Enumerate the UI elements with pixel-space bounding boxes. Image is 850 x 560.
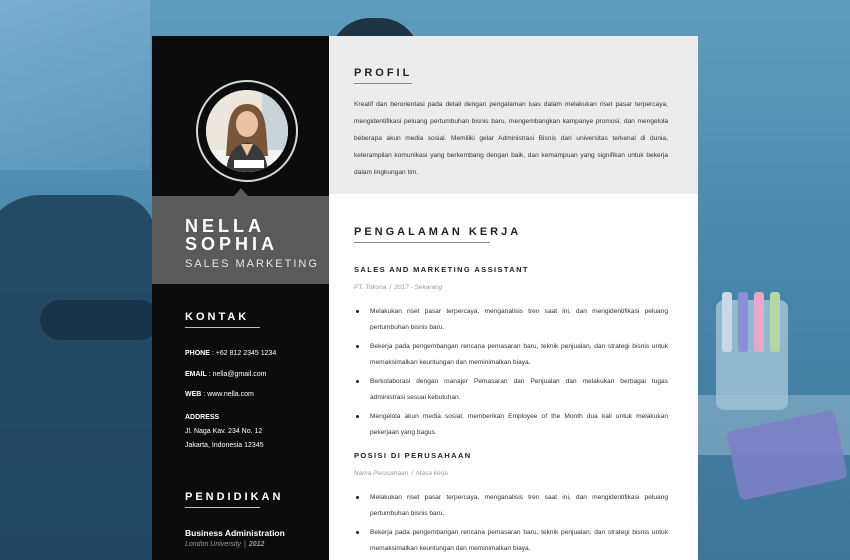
job-period: 2017 - Sekarang <box>394 284 443 291</box>
resume-document <box>152 36 698 560</box>
list-item: Bekerja pada pengembangan rencana pemasaran baru, teknik penjualan, dan strategi bisnis untuk memaksimalkan keuntungan dan meminimalkan biaya. <box>354 339 668 371</box>
education-heading-rule <box>185 507 260 508</box>
job-bullet-list <box>354 490 668 560</box>
resume-sidebar <box>152 36 329 560</box>
name-box-pointer <box>234 188 248 196</box>
email-value: nella@gmail.com <box>212 371 267 378</box>
name-box <box>152 196 329 284</box>
phone-value: +62 812 2345 1234 <box>215 350 277 357</box>
background-pencil <box>770 292 780 352</box>
experience-heading: PENGALAMAN KERJA <box>354 226 522 238</box>
experience-heading-rule <box>354 242 490 243</box>
background-chair-arm <box>40 300 160 340</box>
contact-heading-rule <box>185 327 260 328</box>
contact-web: WEB : www.nella.com <box>185 391 254 398</box>
web-label: WEB <box>185 391 202 398</box>
background-pencil <box>722 292 732 352</box>
profile-photo <box>206 90 288 172</box>
profile-heading-rule <box>354 83 412 84</box>
background-pencil <box>738 292 748 352</box>
profile-section <box>329 36 698 194</box>
job-company: PT. Tokona <box>354 284 387 291</box>
web-value: www.nella.com <box>207 391 254 398</box>
education-heading: PENDIDIKAN <box>185 491 284 503</box>
address-line-1: Jl. Naga Kav. 234 No. 12 <box>185 428 263 435</box>
contact-heading: KONTAK <box>185 311 250 323</box>
address-label: ADDRESS <box>185 414 220 421</box>
resume-main <box>329 36 698 560</box>
background-window <box>0 0 150 170</box>
job-company: Nama Perusahaan <box>354 470 409 477</box>
profile-text: Kreatif dan berorientasi pada detail dengan pengalaman luas dalam melakukan riset pasar terpercaya, mengidentifikasi peluang pertumbuhan bisnis baru, mengembangkan kampanye promosi, dan mengelola beberapa akun media sosial. Memiliki gelar Administrasi Bisnis dari universitas terkenal di dunia, keterampilan komunikasi yang berkembang dengan baik, dan kemampuan yang signifikan untuk bekerja dalam lingkungan tim. <box>354 101 668 176</box>
first-name: NELLA <box>185 216 265 236</box>
education-school-line: London University | 2012 <box>185 541 265 548</box>
education-year: 2012 <box>248 541 265 548</box>
list-item: Melakukan riset pasar terpercaya, menganalisis tren saat ini, dan mengidentifikasi peluang pertumbuhan bisnis baru. <box>354 304 668 336</box>
list-item: Melakukan riset pasar terpercaya, menganalisis tren saat ini, dan mengidentifikasi peluang pertumbuhan bisnis baru. <box>354 490 668 522</box>
job-period: Masa kerja <box>416 470 448 477</box>
job-role: SALES MARKETING <box>185 258 319 270</box>
contact-email: EMAIL : nella@gmail.com <box>185 371 267 378</box>
phone-label: PHONE <box>185 350 210 357</box>
list-item: Berkolaborasi dengan manajer Pemasaran dan Penjualan dan melakukan berbagai tugas administrasi sesuai kebutuhan. <box>354 374 668 406</box>
address-line-2: Jakarta, Indonesia 12345 <box>185 442 264 449</box>
education-school: London University <box>185 541 242 548</box>
email-label: EMAIL <box>185 371 207 378</box>
job-meta: PT. Tokona / 2017 - Sekarang <box>354 284 443 291</box>
contact-phone: PHONE : +62 812 2345 1234 <box>185 350 277 357</box>
profile-heading: PROFIL <box>354 67 413 79</box>
portrait-illustration <box>206 90 288 172</box>
list-item: Bekerja pada pengembangan rencana pemasaran baru, teknik penjualan, dan strategi bisnis untuk memaksimalkan keuntungan dan meminimalkan biaya. <box>354 525 668 557</box>
job-title: POSISI DI PERUSAHAAN <box>354 451 472 460</box>
job-bullet-list <box>354 304 668 444</box>
background-chair <box>0 195 155 560</box>
job-title: SALES AND MARKETING ASSISTANT <box>354 265 529 274</box>
education-degree: Business Administration <box>185 528 285 538</box>
profile-photo-ring <box>196 80 298 182</box>
list-item: Mengelola akun media sosial; memberikan Employee of the Month dua kali untuk melakukan pekerjaan yang bagus. <box>354 409 668 441</box>
last-name: SOPHIA <box>185 234 279 254</box>
job-meta: Nama Perusahaan / Masa kerja <box>354 470 448 477</box>
background-pencil <box>754 292 764 352</box>
